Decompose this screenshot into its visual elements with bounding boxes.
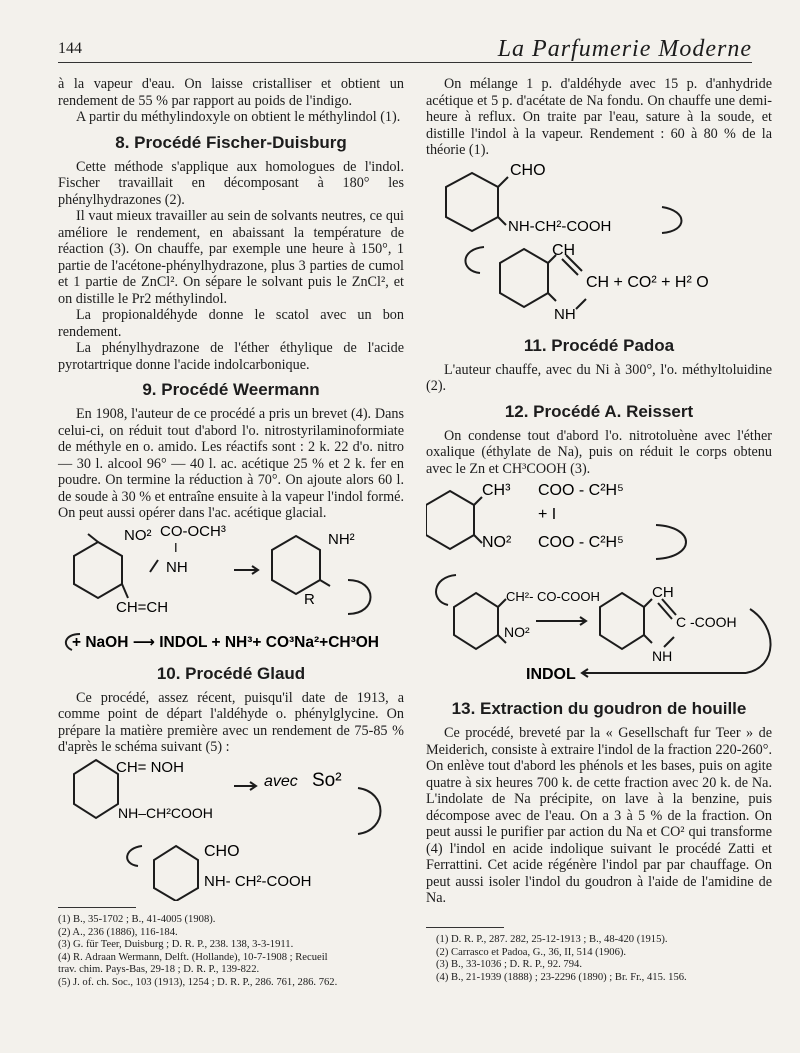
cho-label: CHO: [510, 161, 546, 179]
section-9-title: 9. Procédé Weermann: [142, 380, 320, 399]
glaud-nhch2: NH–CH²COOH: [118, 804, 213, 821]
reissert-ch: CH: [652, 584, 674, 601]
weermann-coo: CO-OCH³: [160, 522, 226, 540]
right-footnote: (2) Carrasco et Padoa, G., 36, II, 514 (1906).: [436, 946, 627, 958]
nh-ring-label: NH: [554, 305, 576, 323]
left-footnote: (5) J. of. ch. Soc., 103 (1913), 1254 ; D. R. P., 286. 761, 286. 762.: [58, 976, 338, 988]
section-13-title: 13. Extraction du goudron de houille: [451, 699, 747, 718]
reissert-no2: NO²: [482, 534, 512, 551]
reissert-ccooh: C -COOH: [676, 614, 737, 630]
s8-p2: Il vaut mieux travailler au sein de solvants neutres, ce qui améliore le rendement, en abaissant la température de réaction (3). On chauffe, par exemple une heure à 150°, 1 partie de l'acétone-phénylhydrazone, plus 3 parties de cumol et 1 partie de ZnCl². On sépare le solvant puis le ZnCl², et on distille le Pr2 méthylindol.: [58, 208, 404, 307]
section-11-title: 11. Procédé Padoa: [523, 335, 675, 355]
weermann-nh: NH: [166, 558, 188, 576]
s8-p3: La propionaldéhyde donne le scatol avec un bon rendement.: [58, 307, 404, 340]
ch-label: CH: [552, 241, 576, 259]
glaud-chnoh: CH= NOH: [116, 758, 184, 776]
reissert-scheme: [426, 477, 772, 692]
left-footnote: (3) G. für Teer, Duisburg ; D. R. P., 238. 138, 3-3-1911.: [58, 939, 294, 951]
section-8-title: 8. Procédé Fischer-Duisburg: [115, 132, 347, 152]
left-footnote: trav. chim. Pays-Bas, 29-18 ; D. R. P., 139-822.: [58, 964, 260, 976]
reissert-ch3: CH³: [482, 482, 511, 499]
left-column: [58, 76, 404, 901]
glaud-scheme-continued: [426, 159, 772, 329]
left-footnotes: [58, 914, 404, 990]
right-footnote-rule: [426, 927, 504, 928]
right-footnote: (4) B., 21-1939 (1888) ; 23-2296 (1890) ; Br. Fr., 415. 156.: [436, 971, 687, 983]
left-footnote: (2) A., 236 (1886), 116-184.: [58, 926, 178, 938]
left-footnote: (1) B., 35-1702 ; B., 41-4005 (1908).: [58, 914, 216, 925]
weermann-scheme: [58, 522, 404, 657]
weermann-nh2: NH²: [328, 530, 355, 548]
left-footnote: (4) R. Adraan Wermann, Delft. (Hollande), 10-7-1908 ; Recueil: [58, 951, 328, 963]
s8-p1: Cette méthode s'applique aux homologues de l'indol. Fischer travaillait en décomposant à 180° les phénylhydrazones (2).: [58, 158, 404, 208]
weermann-r: R: [304, 590, 315, 608]
weermann-bar: I: [174, 539, 178, 555]
section-12-title: 12. Procédé A. Reissert: [504, 401, 694, 421]
glaud-nhch2b: NH- CH²-COOH: [204, 872, 312, 890]
s9-p1: En 1908, l'auteur de ce procédé a pris un brevet (4). Dans celui-ci, on réduit tout d'abord l'o. nitrostyrilaminoformiate de méthyle en o. amido. Les réactifs sont : 2 k. 22 d'o. nitro — 30 l. alcool 96° — 40 l. ac. acétique 25 % et 2 k. fer en poudre. On termine la réduction à 70°. On ajoute alors 60 l. de soude à 30 % et entraîne ensuite à la vapeur l'indol formé. On peut aussi opérer dans l'ac. acétique glacial.: [58, 406, 404, 521]
right-intro-p1: On mélange 1 p. d'aldéhyde avec 15 p. d'anhydride acétique et 5 p. d'acétate de Na fondu. On chauffe une demi-heure à reflux. On traite par l'eau, sature à la soude, et distille l'indol à la vapeur. Rendement : 60 à 80 % de la théorie (1).: [426, 76, 772, 158]
weermann-chch: CH=CH: [116, 598, 169, 616]
reissert-nh: NH: [652, 648, 673, 664]
header-rule: [58, 62, 752, 63]
glaud-avec: avec: [264, 772, 298, 790]
page-number: 144: [58, 40, 82, 57]
s10-p1: Ce procédé, assez récent, puisqu'il date de 1913, a comme point de départ l'aldéhyde o. phénylglycine. On prépare la matière première avec un rendement de 75-85 % d'après le schéma suivant (5) :: [58, 689, 404, 755]
right-footnote: (3) B., 33-1036 ; D. R. P., 92. 794.: [436, 959, 582, 971]
glaud-cho: CHO: [204, 842, 240, 860]
s8-p4: La phénylhydrazone de l'éther éthylique de l'acide pyrotartrique donne l'acide indolcarbonique.: [58, 340, 404, 373]
reissert-no2b: NO²: [504, 624, 530, 640]
section-10-title: 10. Procédé Glaud: [156, 663, 306, 683]
s13-p1: Ce procédé, breveté par la « Gesellschaft fur Teer » de Meiderich, consiste à extraire l'indol de la fraction 220-260°. On enlève tout d'abord les phénols et les bases, puis on agite quatre à six heures 700 k. de cette fraction avec 20 k. de Na. L'indolate de Na précipite, on lave à la benzine, puis décompose avec de l'eau. On a 3 à 5 % de la fraction. On peut aussi le purifier par action du Na et CO² qui transforme (4) l'indol en acide indolique suivant le procédé Zatti et Ferrattini. Cet acide régénère l'indol par par chauffage. On peut aussi isoler l'indol du goudron à l'aide de l'amidine de Na.: [426, 725, 772, 906]
journal-title: La Parfumerie Moderne: [497, 36, 752, 62]
right-column: [426, 76, 772, 907]
left-intro-p1: à la vapeur d'eau. On laisse cristalliser et obtient un rendement de 55 % par rapport au poids de l'indigo.: [58, 76, 404, 109]
s12-p1: On condense tout d'abord l'o. nitrotoluène avec l'éther oxalique (éthylate de Na), puis on réduit le corps obtenu avec le Zn et CH³COOH (3).: [426, 427, 772, 477]
weermann-no2: NO²: [124, 526, 152, 544]
glaud-so2: So²: [312, 769, 342, 791]
reissert-coo1: COO - C²H⁵: [538, 482, 624, 499]
reissert-ch2: CH²- CO-COOH: [506, 589, 600, 604]
right-footnotes: [436, 934, 782, 984]
glaud-scheme: [58, 756, 404, 901]
right-footnote: (1) D. R. P., 287. 282, 25-12-1913 ; B., 48-420 (1915).: [436, 934, 668, 945]
weermann-equation: + NaOH ⟶ INDOL + NH³+ CO³Na²+CH³OH: [72, 633, 380, 651]
nh-ch2-cooh-label: NH-CH²-COOH: [508, 217, 612, 235]
reissert-indol: INDOL: [526, 666, 576, 683]
products-label: CH + CO² + H² O: [586, 273, 709, 291]
s11-p1: L'auteur chauffe, avec du Ni à 300°, l'o. méthyltoluidine (2).: [426, 361, 772, 394]
reissert-coo2: COO - C²H⁵: [538, 534, 624, 551]
left-intro-p2: A partir du méthylindoxyle on obtient le méthylindol (1).: [76, 109, 401, 125]
reissert-plus: + I: [538, 506, 557, 523]
left-footnote-rule: [58, 907, 136, 908]
